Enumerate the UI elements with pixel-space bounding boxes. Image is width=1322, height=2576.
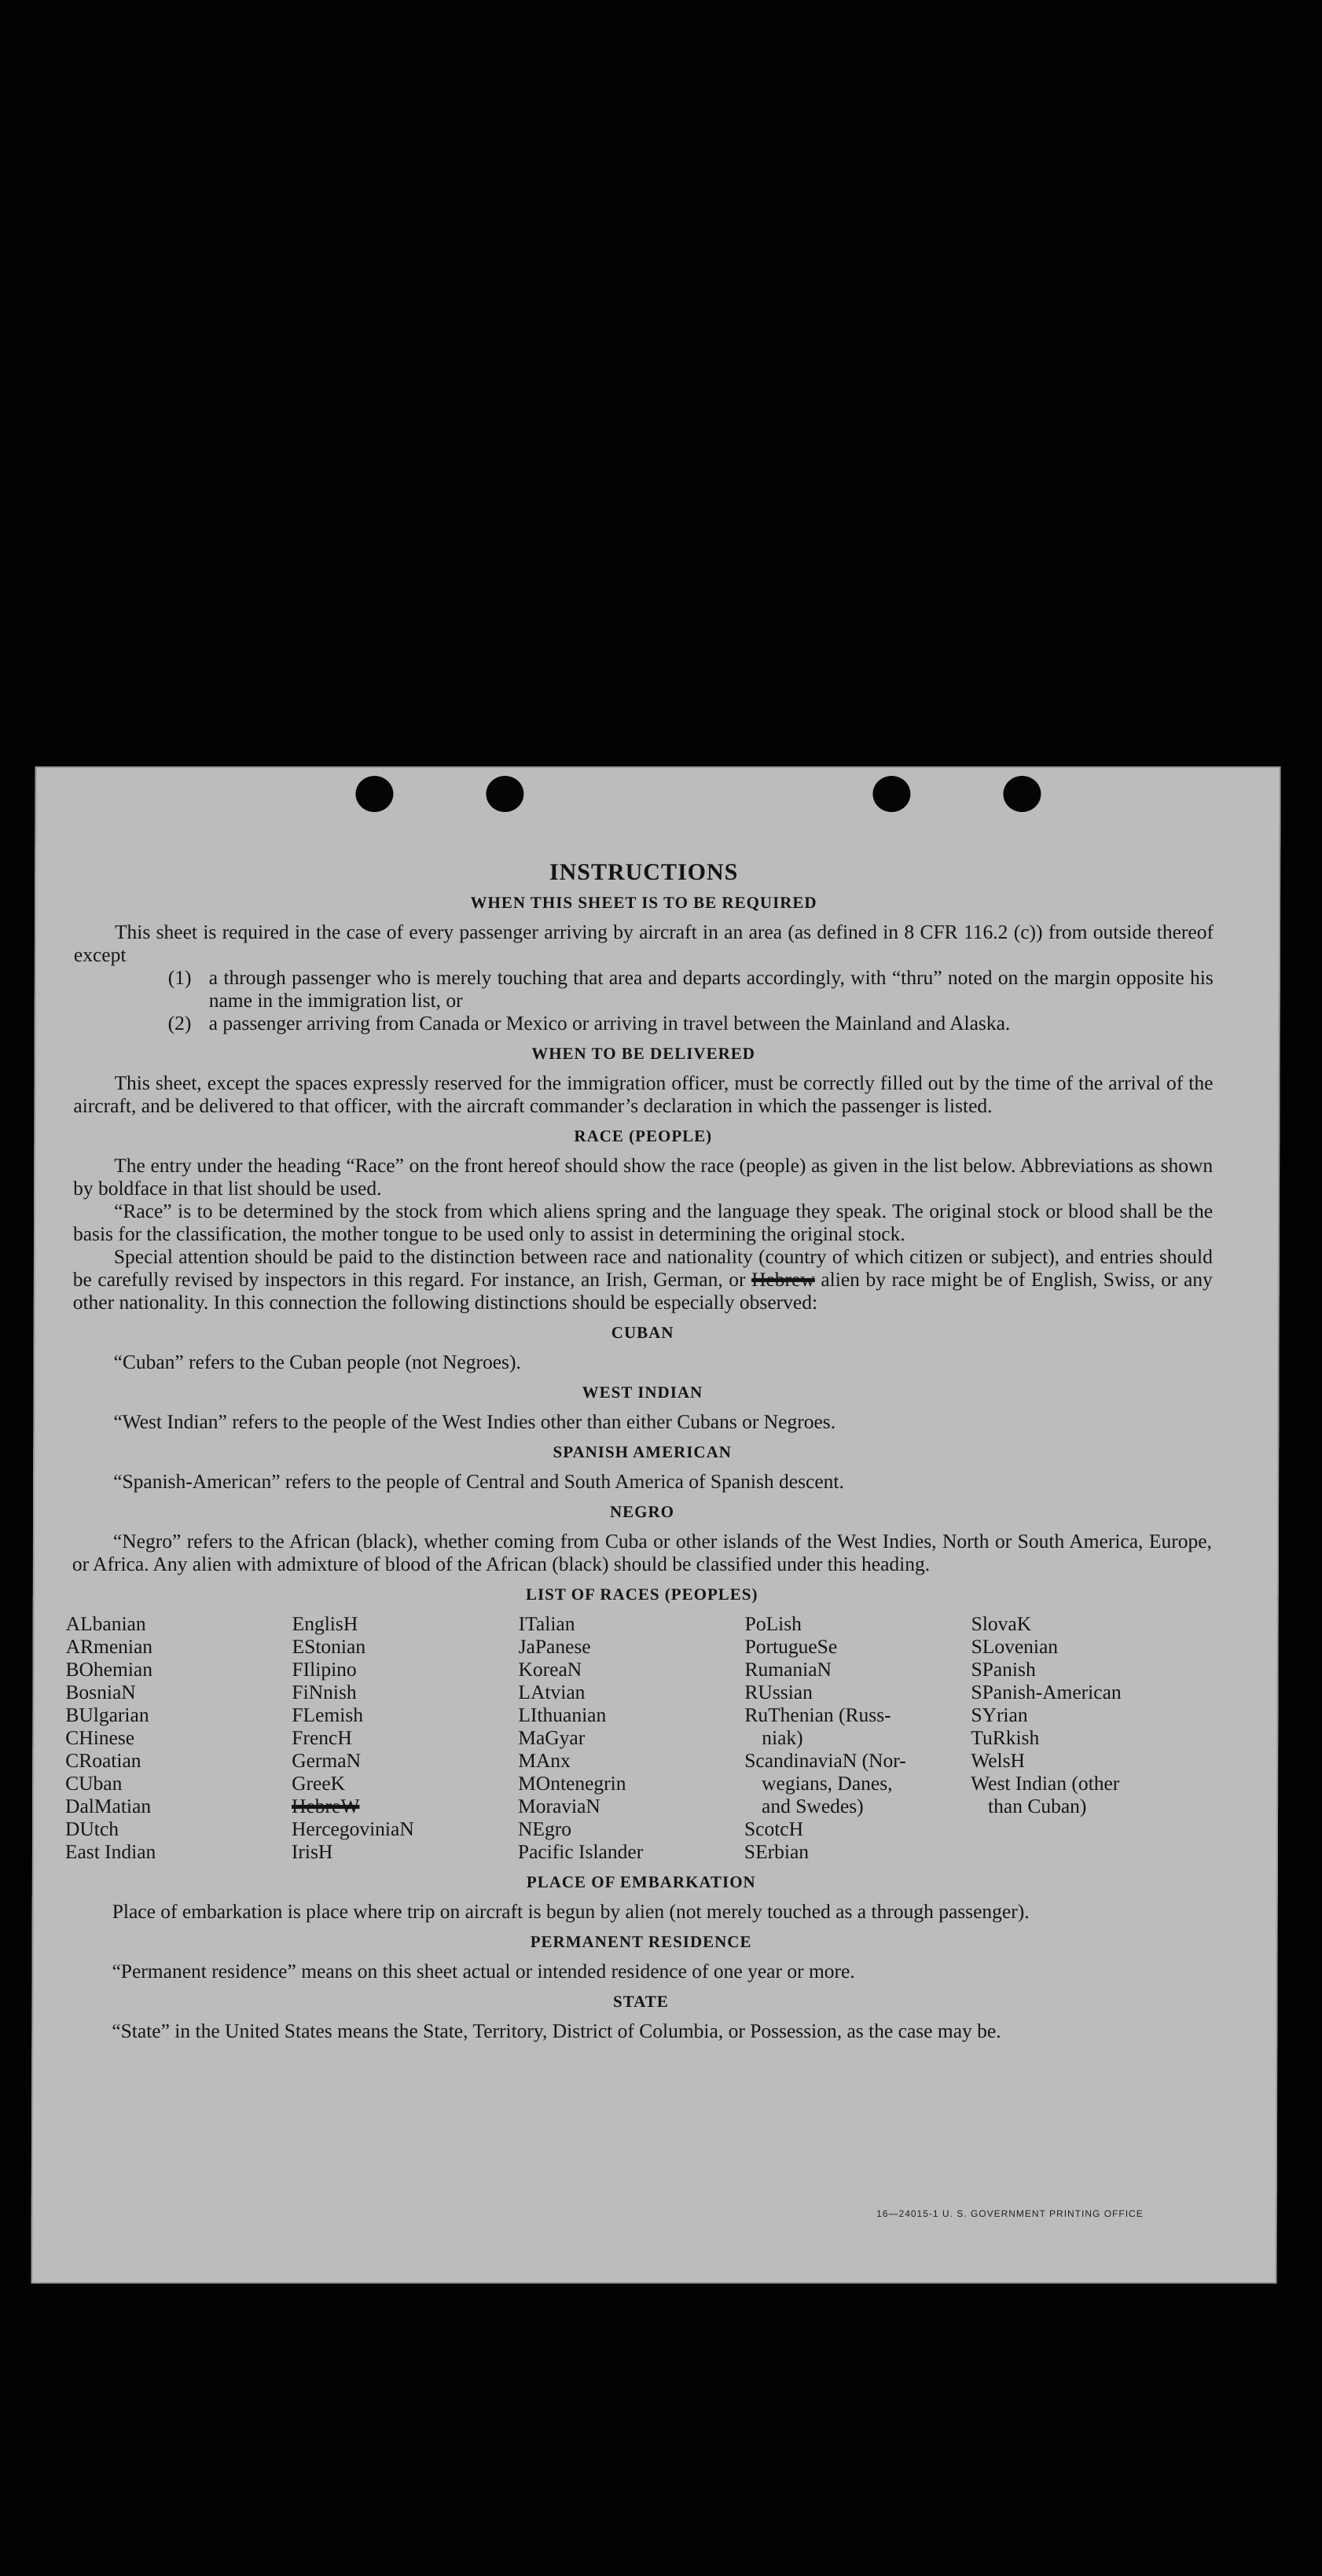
item-text: a through passenger who is merely touching that area and departs accordingly, with “thru” noted on the margin opposite his name in the immigration list, or	[208, 966, 1214, 1012]
embarkation-text: Place of embarkation is place where trip on aircraft is begun by alien (not merely touched as a through passenger).	[112, 1900, 1030, 1923]
list-item	[168, 1012, 1214, 1034]
race-entry: HebreW	[292, 1795, 360, 1817]
section-heading-spanish-american: SPANISH AMERICAN	[553, 1442, 732, 1461]
race-entry: MaGyar	[518, 1726, 586, 1749]
when-required-intro: This sheet is required in the case of every passenger arriving by aircraft in an area (as defined in 8 CFR 116.2 (c)) from outside thereof except	[73, 921, 1214, 966]
instructions-content	[64, 859, 1214, 2042]
race-entry: than Cuban)	[988, 1795, 1087, 1817]
race-entry: JaPanese	[518, 1635, 591, 1658]
race-entry: PoLish	[744, 1612, 802, 1635]
race-entry: BOhemian	[65, 1658, 153, 1681]
race-entry: RUssian	[744, 1681, 813, 1703]
race-entry: SErbian	[744, 1840, 810, 1863]
section-heading-races-list: LIST OF RACES (PEOPLES)	[525, 1585, 758, 1604]
race-entry: ScotcH	[744, 1817, 804, 1840]
race-paragraph-3-b: alien by race might be of English, Swiss, or any other nationality. In this connection the following distinctions should be especially observed:	[72, 1268, 1213, 1314]
section-heading-negro: NEGRO	[609, 1502, 675, 1521]
race-paragraph-3-a: Special attention should be paid to the distinction between race and nationality (country of which citizen or subject), and entries should be carefully revised by inspectors in this regard. For instance, an Irish, German, or	[72, 1245, 1213, 1291]
race-entry: wegians, Danes,	[762, 1772, 893, 1795]
section-heading-embarkation: PLACE OF EMBARKATION	[526, 1872, 756, 1891]
race-entry: CRoatian	[65, 1749, 141, 1772]
race-entry: SPanish	[971, 1658, 1036, 1681]
race-entry: MAnx	[518, 1749, 571, 1772]
section-heading-when-delivered: WHEN TO BE DELIVERED	[531, 1044, 755, 1063]
race-entry: MOntenegrin	[518, 1772, 626, 1795]
race-entry: LIthuanian	[518, 1703, 607, 1726]
races-column	[518, 1612, 745, 1863]
races-column	[744, 1612, 971, 1863]
race-paragraph-2: “Race” is to be determined by the stock from which aliens spring and the language they speak. The original stock or blood shall be the basis for the classification, the mother tongue to be used only to assist in determining the original stock.	[72, 1200, 1214, 1245]
section-heading-race: RACE (PEOPLE)	[574, 1126, 713, 1145]
races-table	[65, 1612, 1212, 1863]
section-heading-permanent-residence: PERMANENT RESIDENCE	[530, 1932, 752, 1951]
west-indian-text: “West Indian” refers to the people of the West Indies other than either Cubans or Negroes.	[113, 1410, 836, 1433]
item-number: (2)	[167, 1012, 192, 1034]
race-entry: MoraviaN	[518, 1795, 600, 1817]
race-entry: GreeK	[292, 1772, 346, 1795]
race-paragraph-1: The entry under the heading “Race” on the front hereof should show the race (people) as given in the list below. Abbreviations as shown by boldface in that list should be used.	[73, 1154, 1214, 1200]
race-entry: BUlgarian	[65, 1703, 149, 1726]
page-title: INSTRUCTIONS	[549, 859, 739, 885]
race-entry: niak)	[762, 1726, 803, 1749]
race-entry: and Swedes)	[762, 1795, 864, 1817]
spanish-american-text: “Spanish-American” refers to the people of Central and South America of Spanish descent.	[113, 1470, 844, 1493]
item-text: a passenger arriving from Canada or Mexico or arriving in travel between the Mainland and Alaska.	[208, 1012, 1011, 1034]
permanent-residence-text: “Permanent residence” means on this sheet actual or intended residence of one year or more.	[112, 1960, 855, 1983]
race-entry: HercegoviniaN	[291, 1817, 414, 1840]
item-number: (1)	[167, 966, 192, 989]
race-entry: EStonian	[292, 1635, 366, 1658]
race-paragraph-3	[73, 1245, 1213, 1314]
punch-hole	[486, 776, 523, 812]
section-heading-state: STATE	[613, 1992, 669, 2011]
race-entry: BosniaN	[65, 1681, 136, 1703]
struck-word: Hebrew	[751, 1268, 815, 1291]
document-sheet	[31, 766, 1280, 2284]
race-entry: FiNnish	[292, 1681, 357, 1703]
race-entry: PortugueSe	[744, 1635, 838, 1658]
cuban-text: “Cuban” refers to the Cuban people (not Negroes).	[113, 1350, 521, 1373]
state-text: “State” in the United States means the State, Territory, District of Columbia, or Possession, as the case may be.	[112, 2019, 1001, 2042]
race-entry: East Indian	[64, 1840, 156, 1863]
race-entry: ScandinaviaN (Nor-	[744, 1749, 906, 1772]
race-entry: FIlipino	[292, 1658, 357, 1681]
race-entry: CHinese	[65, 1726, 135, 1749]
race-entry: FrencH	[292, 1726, 352, 1749]
section-heading-west-indian: WEST INDIAN	[582, 1383, 703, 1402]
print-office-code: 16—24015-1 U. S. GOVERNMENT PRINTING OFFICE	[876, 2208, 1144, 2219]
race-entry: SlovaK	[971, 1612, 1032, 1635]
race-entry: IrisH	[291, 1840, 333, 1863]
section-heading-when-required: WHEN THIS SHEET IS TO BE REQUIRED	[470, 893, 817, 912]
punch-hole	[1003, 776, 1041, 812]
race-entry: FLemish	[292, 1703, 364, 1726]
race-entry: ARmenian	[65, 1635, 153, 1658]
race-entry: CUban	[65, 1772, 123, 1795]
races-column	[971, 1612, 1198, 1863]
race-entry: KoreaN	[518, 1658, 582, 1681]
race-entry: Pacific Islander	[517, 1840, 644, 1863]
race-entry: LAtvian	[518, 1681, 586, 1703]
race-entry: ALbanian	[65, 1612, 146, 1635]
punch-hole	[872, 776, 910, 812]
race-entry: EnglisH	[292, 1612, 358, 1635]
section-heading-cuban: CUBAN	[611, 1323, 674, 1342]
race-entry: TuRkish	[971, 1726, 1040, 1749]
races-column	[292, 1612, 519, 1863]
race-entry: West Indian (other	[971, 1772, 1120, 1795]
race-entry: DUtch	[64, 1817, 119, 1840]
race-entry: NEgro	[517, 1817, 572, 1840]
negro-text: “Negro” refers to the African (black), whether coming from Cuba or other islands of the West Indies, North or South America, Europe, or Africa. Any alien with admixture of blood of the African (black) should be classified under this heading.	[72, 1530, 1212, 1575]
races-column	[65, 1612, 292, 1863]
race-entry: SLovenian	[971, 1635, 1059, 1658]
race-entry: ITalian	[518, 1612, 575, 1635]
race-entry: SYrian	[971, 1703, 1028, 1726]
race-entry: GermaN	[292, 1749, 362, 1772]
punch-hole	[355, 776, 393, 812]
race-entry: WelsH	[971, 1749, 1026, 1772]
race-entry: DalMatian	[65, 1795, 152, 1817]
race-entry: RumaniaN	[744, 1658, 832, 1681]
race-entry: SPanish-American	[971, 1681, 1122, 1703]
when-delivered-text: This sheet, except the spaces expressly reserved for the immigration officer, must be correctly filled out by the time of the arrival of the aircraft, and be delivered to that officer, with the aircraft commander’s declaration in which the passenger is listed.	[73, 1071, 1214, 1117]
race-entry: RuThenian (Russ-	[744, 1703, 891, 1726]
list-item	[168, 966, 1214, 1012]
